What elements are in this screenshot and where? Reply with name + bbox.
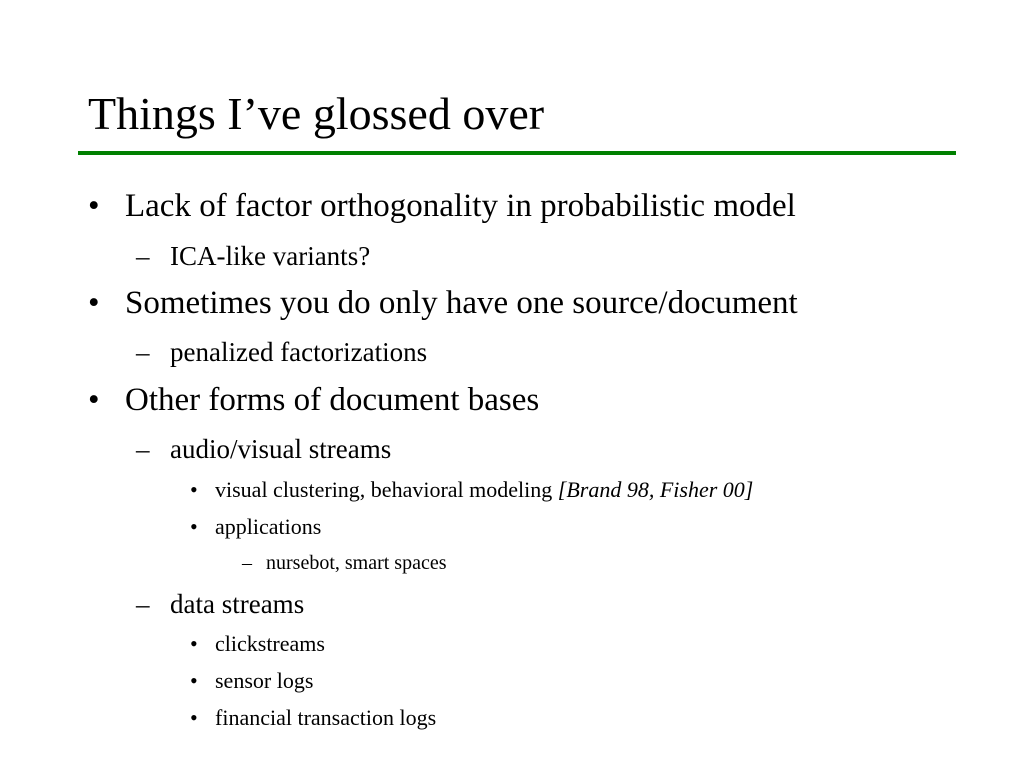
bullet-dot-icon: • (190, 705, 198, 730)
citation: [Brand 98, Fisher 00] (557, 477, 754, 502)
slide-title: Things I’ve glossed over (88, 88, 545, 139)
bullet-dash-icon: – (136, 337, 150, 367)
bullet-text: Lack of factor orthogonality in probabilistic model (125, 188, 796, 224)
bullet-text: financial transaction logs (215, 705, 437, 730)
bullet-text: clickstreams (215, 631, 325, 656)
bullet-dot-icon: • (190, 631, 198, 656)
bullet-text: nursebot, smart spaces (266, 552, 447, 574)
bullet-dash-icon: – (136, 589, 150, 619)
bullet-dot-icon: • (190, 514, 198, 539)
bullet-text: ICA-like variants? (170, 241, 371, 271)
bullet-text: penalized factorizations (170, 337, 428, 367)
bullet-text: sensor logs (215, 668, 314, 693)
bullet-dash-icon: – (242, 552, 252, 574)
bullet-text-main: visual clustering, behavioral modeling (215, 477, 558, 502)
bullet-text: data streams (170, 589, 305, 619)
bullet-text: audio/visual streams (170, 434, 392, 464)
bullet-dot-icon: • (88, 188, 100, 224)
bullet-dot-icon: • (88, 382, 100, 418)
bullet-dash-icon: – (136, 241, 150, 271)
bullet-dot-icon: • (88, 285, 100, 321)
bullet-text (215, 476, 753, 504)
bullet-dot-icon: • (190, 477, 198, 502)
bullet-text: Sometimes you do only have one source/document (125, 285, 798, 321)
bullet-text: Other forms of document bases (125, 382, 540, 418)
bullet-dot-icon: • (190, 668, 198, 693)
bullet-text: applications (215, 514, 322, 539)
bullet-dash-icon: – (136, 434, 150, 464)
title-underline (78, 151, 956, 155)
